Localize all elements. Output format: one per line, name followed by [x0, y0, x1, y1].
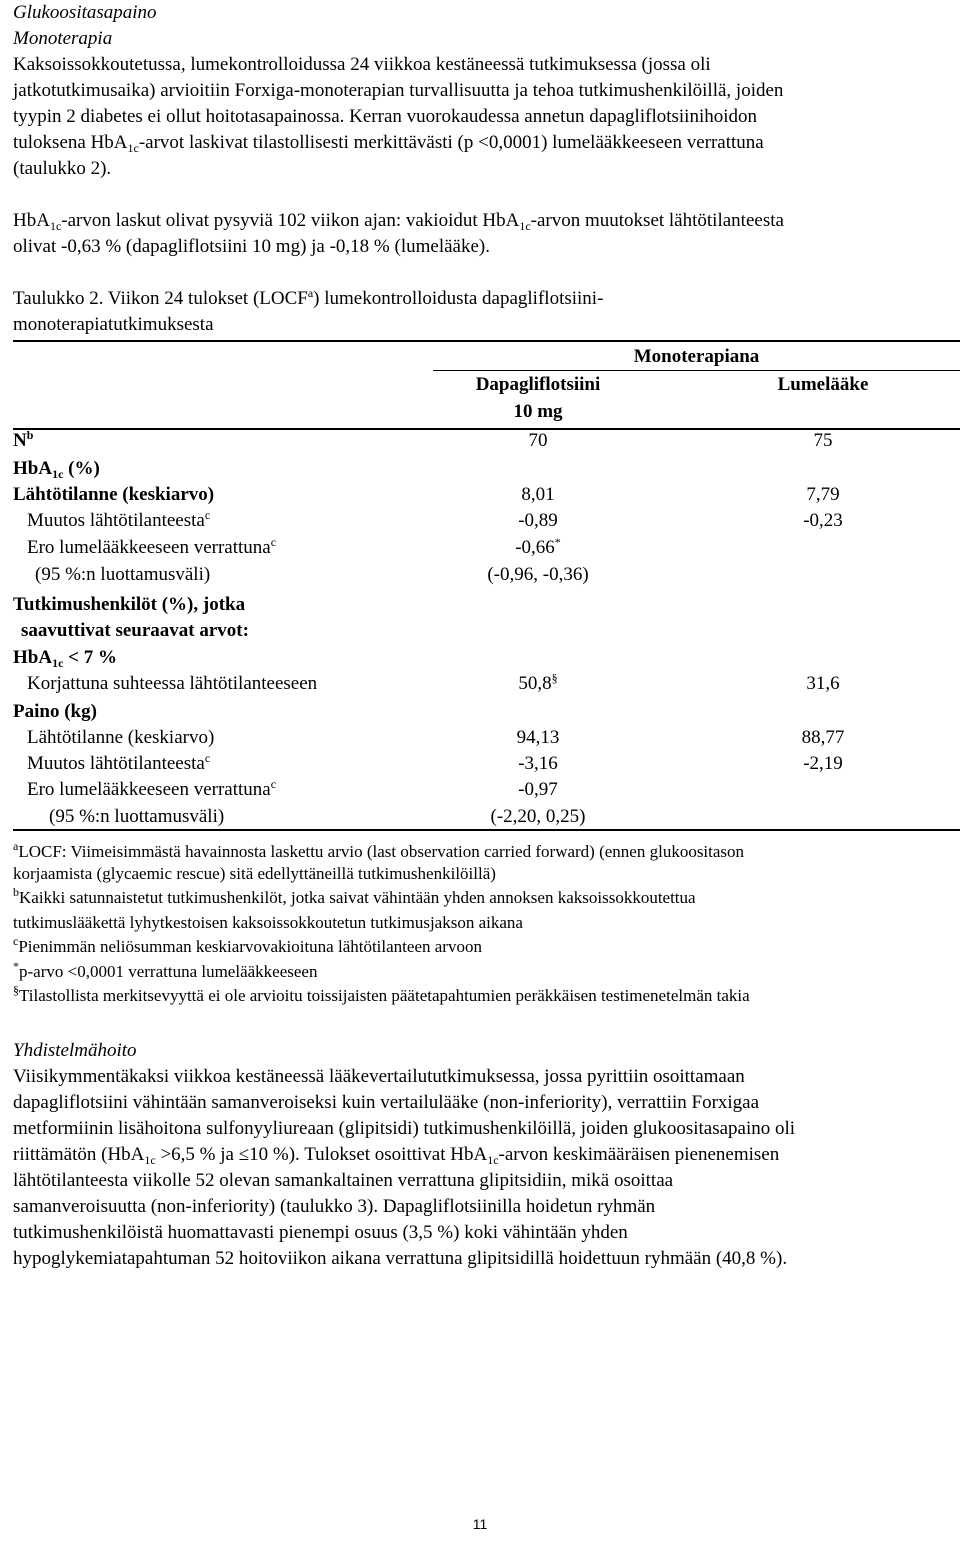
row-label-hba1c: HbA$_{1c}$ (%) [13, 458, 100, 481]
para2-line: HbA$_{1c}$-arvon laskut olivat pysyviä 102 viikon ajan: vakioidut HbA$_{1c}$-arvon muutokset lähtötilanteesta [13, 210, 784, 233]
cell-change-placebo: -0,23 [803, 510, 843, 531]
table-top-rule [13, 340, 960, 342]
intro-line: tyypin 2 diabetes ei ollut hoitotasapainossa. Kerran vuorokaudessa annetun dapagliflotsiinihoidon [13, 106, 758, 127]
footnote-a-cont: korjaamista (glycaemic rescue) sitä edellyttäneillä tutkimushenkilöillä) [13, 864, 496, 883]
combo-line: riittämätön (HbA$_{1c}$ >6,5 % ja ≤10 %). Tulokset osoittivat HbA$_{1c}$-arvon keskimääräisen pienenemisen [13, 1144, 780, 1167]
row-label-adjusted: Korjattuna suhteessa lähtötilanteeseen [27, 673, 318, 694]
column-header-dose: 10 mg [513, 401, 563, 422]
intro-line: jatkotutkimusaika) arvioitiin Forxiga-monoterapian turvallisuutta ja tehoa tutkimushenkilöillä, joiden [13, 80, 784, 101]
row-label-n: $N^b$ [13, 428, 34, 451]
cell-weight-baseline-dapa: 94,13 [516, 727, 560, 748]
cell-weight-diff-dapa: -0,97 [518, 779, 558, 800]
table-bottom-rule [13, 829, 960, 831]
cell-n-dapa: 70 [528, 430, 548, 451]
row-label-weight-ci: (95 %:n luottamusväli) [49, 806, 225, 827]
cell-weight-change-dapa: -3,16 [518, 753, 558, 774]
intro-line: tuloksena HbA$_{1c}$-arvot laskivat tilastollisesti merkittävästi (p <0,0001) lumelääkkeeseen verrattuna [13, 132, 764, 155]
cell-weight-baseline-placebo: 88,77 [801, 727, 845, 748]
cell-adjusted-dapa: 50,8§ [518, 671, 558, 694]
combo-line: dapagliflotsiini vähintään samanveroiseksi kuin vertailulääke (non-inferiority), verrattiin Forxigaa [13, 1092, 760, 1113]
table-caption: Taulukko 2. Viikon 24 tulokset (LOCF$^a$) lumekontrolloidusta dapagliflotsiini- [13, 286, 604, 309]
page-number: 11 [472, 1516, 488, 1532]
table-caption: monoterapiatutkimuksesta [13, 314, 214, 335]
row-label-diff: Ero lumelääkkeeseen verrattuna$^c$ [27, 535, 277, 558]
column-header-placebo: Lumelääke [777, 374, 869, 395]
intro-line: (taulukko 2). [13, 158, 112, 179]
section-title: Glukoositasapaino [13, 2, 157, 23]
row-label-hba1c-lt7: HbA$_{1c}$ < 7 % [13, 647, 117, 670]
cell-adjusted-placebo: 31,6 [806, 673, 840, 694]
cell-n-placebo: 75 [813, 430, 833, 451]
row-label-subjects-cont: saavuttivat seuraavat arvot: [21, 620, 249, 641]
footnote-c: $^c$Pienimmän neliösumman keskiarvovakioituna lähtötilanteen arvoon [13, 934, 482, 956]
combo-line: tutkimushenkilöistä huomattavasti pienempi osuus (3,5 %) koki vähintään yhden [13, 1222, 628, 1243]
row-label-change: Muutos lähtötilanteesta$^c$ [27, 508, 211, 531]
combo-line: samanveroisuutta (non-inferiority) (taulukko 3). Dapagliflotsiinilla hoidetun ryhmän [13, 1196, 656, 1217]
cell-change-dapa: -0,89 [518, 510, 558, 531]
cell-ci-dapa: (-0,96, -0,36) [487, 564, 589, 585]
table-group-header: Monoterapiana [633, 346, 760, 367]
section-subtitle: Monoterapia [13, 28, 113, 49]
row-label-weight-change: Muutos lähtötilanteesta$^c$ [27, 751, 211, 774]
para2-line: olivat -0,63 % (dapagliflotsiini 10 mg) ja -0,18 % (lumelääke). [13, 236, 490, 257]
column-header-dapagliflozin: Dapagliflotsiini [475, 374, 601, 395]
cell-weight-ci-dapa: (-2,20, 0,25) [490, 806, 586, 827]
row-label-weight-baseline: Lähtötilanne (keskiarvo) [27, 727, 215, 748]
intro-line: Kaksoissokkoutetussa, lumekontrolloidussa 24 viikkoa kestäneessä tutkimuksessa (jossa oli [13, 54, 711, 75]
combo-line: hypoglykemiatapahtuman 52 hoitoviikon aikana verrattuna glipitsidillä hoidettuun ryhmään (40,8 %). [13, 1248, 788, 1269]
footnote-star: *p-arvo <0,0001 verrattuna lumelääkkeeseen [13, 959, 318, 981]
footnote-b: $^b$Kaikki satunnaistetut tutkimushenkilöt, jotka saivat vähintään yhden annoksen kaksoissokkoutettua [13, 885, 696, 907]
combo-title: Yhdistelmähoito [13, 1040, 137, 1061]
row-label-ci: (95 %:n luottamusväli) [35, 564, 211, 585]
row-label-weight: Paino (kg) [13, 701, 97, 722]
combo-line: lähtötilanteesta viikolle 52 olevan samankaltainen verrattuna glipitsidiin, mikä osoittaa [13, 1170, 674, 1191]
cell-baseline-placebo: 7,79 [806, 484, 840, 505]
cell-diff-dapa: -0,66* [515, 535, 561, 558]
combo-line: Viisikymmentäkaksi viikkoa kestäneessä lääkevertailututkimuksessa, jossa pyrittiin osoittamaan [13, 1066, 745, 1087]
combo-line: metformiinin lisähoitona sulfonyyliureaan (glipitsidi) tutkimushenkilöillä, joiden glukoositasapaino oli [13, 1118, 796, 1139]
footnote-b-cont: tutkimuslääkettä lyhytkestoisen kaksoissokkoutetun tutkimusjakson aikana [13, 913, 523, 932]
row-label-subjects: Tutkimushenkilöt (%), jotka [13, 594, 246, 615]
cell-baseline-dapa: 8,01 [521, 484, 555, 505]
cell-weight-change-placebo: -2,19 [803, 753, 843, 774]
footnote-section: §Tilastollista merkitsevyyttä ei ole arvioitu toissijaisten päätetapahtumien peräkkäisen testimenetelmän takia [13, 983, 750, 1005]
table-group-rule [433, 370, 960, 371]
row-label-baseline: Lähtötilanne (keskiarvo) [13, 484, 215, 505]
footnote-a: $^a$LOCF: Viimeisimmästä havainnosta laskettu arvio (last observation carried forward) (ennen glukoositason [13, 839, 745, 861]
row-label-weight-diff: Ero lumelääkkeeseen verrattuna$^c$ [27, 777, 277, 800]
